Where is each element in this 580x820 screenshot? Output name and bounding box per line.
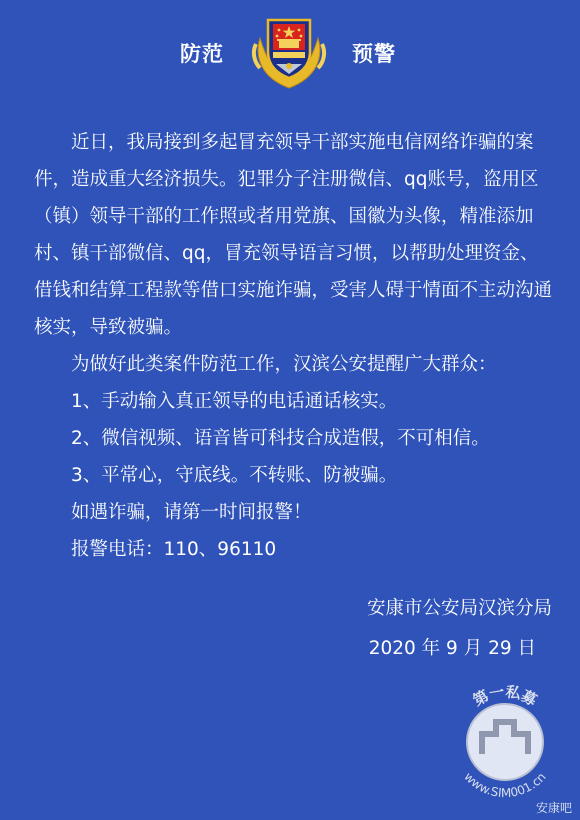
notice-paragraph-2: 为做好此类案件防范工作，汉滨公安提醒广大群众： [71,354,497,375]
signature-date: 2020 年 9 月 29 日 [368,638,536,659]
notice-hotline: 报警电话：110、96110 [71,539,277,560]
notice-item-2: 2、微信视频、语音皆可科技合成造假，不可相信。 [71,428,490,449]
watermark-url-text: www.SIM001.cn [461,769,549,801]
signature-organization: 安康市公安局汉滨分局 [366,598,552,619]
header-left-word: 防范 [180,42,224,66]
notice-body [34,124,554,568]
police-emblem-icon [246,8,332,92]
notice-paragraph-1: 近日，我局接到多起冒充领导干部实施电信网络诈骗的案件，造成重大经济损失。犯罪分子注册微信、qq账号，盗用区（镇）领导干部的工作照或者用党旗、国徽为头像，精准添加村、镇干部微信、qq，冒充领导语言习惯，以帮助处理资金、借钱和结算工程款等借口实施诈骗，受害人碍于情面不主动沟通核实，导致被骗。 [34,132,553,338]
notice-item-1: 1、手动输入真正领导的电话通话核实。 [71,391,398,412]
notice-closing: 如遇诈骗，请第一时间报警！ [71,502,312,523]
header-right-word: 预警 [352,42,396,66]
watermark-logo-icon [430,672,580,812]
watermark-brand: 安康吧 [535,801,572,815]
watermark-top-text: 第一私募 [470,682,540,710]
header [0,8,580,88]
notice-item-3: 3、平常心，守底线。不转账、防被骗。 [71,465,398,486]
